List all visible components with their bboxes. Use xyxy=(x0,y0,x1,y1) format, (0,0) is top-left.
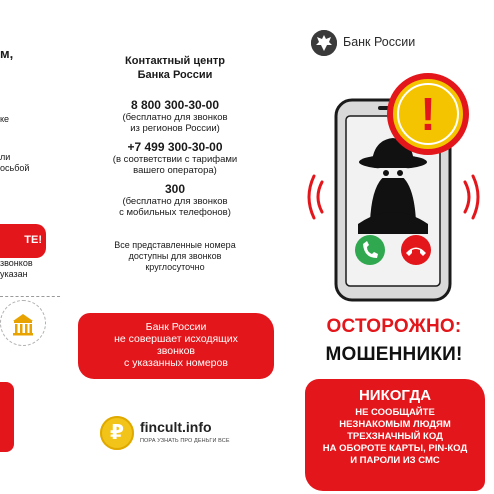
phone-number-3[interactable]: 300 xyxy=(164,182,186,196)
notice-line1: Банк России xyxy=(145,321,207,333)
fragment-text-6: указан xyxy=(0,269,28,279)
fragment-red-badge xyxy=(0,224,46,258)
fragment-text-2: ке xyxy=(0,114,10,124)
bank-building-icon xyxy=(0,300,46,346)
bank-name: Банк России xyxy=(343,35,416,49)
never-title: НИКОГДА xyxy=(358,387,432,404)
ruble-coin-icon: ₽ xyxy=(100,416,134,450)
never-line5: И ПАРОЛИ ИЗ СМС xyxy=(350,455,440,466)
never-line2: НЕЗНАКОМЫМ ЛЮДЯМ xyxy=(339,419,451,430)
availability-line3: круглосуточно xyxy=(145,262,205,272)
phone-1-note-line2: из регионов России) xyxy=(130,123,220,134)
contact-title-line2: Банка России xyxy=(137,69,213,81)
notice-line2: не совершает исходящих xyxy=(114,333,238,345)
no-outgoing-calls-notice xyxy=(78,313,274,379)
never-share-notice xyxy=(305,379,485,491)
fragment-text-4: осьбой xyxy=(0,163,30,173)
vibration-right-icon xyxy=(465,176,478,218)
phone-2-note-line2: вашего оператора) xyxy=(133,165,217,176)
fragment-red-block xyxy=(0,382,14,452)
exclamation-alert-icon xyxy=(386,72,470,156)
warning-title-line1: ОСТОРОЖНО: xyxy=(326,316,462,337)
availability-line1: Все представленные номера xyxy=(114,240,236,250)
eagle-icon xyxy=(311,30,337,56)
never-line4: НА ОБОРОТЕ КАРТЫ, PIN-КОД xyxy=(322,443,468,454)
fincult-tagline: ПОРА УЗНАТЬ ПРО ДЕНЬГИ ВСЕ xyxy=(140,438,230,444)
phone-2-note-line1: (в соответствии с тарифами xyxy=(112,154,238,165)
fragment-divider xyxy=(0,296,60,297)
notice-line4: с указанных номеров xyxy=(124,357,228,369)
fragment-text-3: ли xyxy=(0,152,11,162)
fincult-name[interactable]: fincult.info xyxy=(140,419,212,435)
phone-number-1[interactable]: 8 800 300-30-00 xyxy=(130,98,220,112)
accept-call-icon xyxy=(355,235,385,265)
fragment-red-badge-label: ТЕ! xyxy=(24,234,42,246)
decline-call-icon xyxy=(401,235,431,265)
availability-line2: доступны для звонков xyxy=(128,251,222,261)
never-line3: ТРЕХЗНАЧНЫЙ КОД xyxy=(347,431,443,442)
vibration-left-icon xyxy=(309,176,322,218)
fragment-text-1: м, xyxy=(0,46,14,61)
notice-line3: звонков xyxy=(156,345,196,357)
warning-title-line2: МОШЕННИКИ! xyxy=(325,344,463,365)
phone-number-2[interactable]: +7 499 300-30-00 xyxy=(127,140,223,154)
phone-1-note-line1: (бесплатно для звонков xyxy=(122,112,228,123)
never-line1: НЕ СООБЩАЙТЕ xyxy=(355,407,435,418)
phone-3-note-line1: (бесплатно для звонков xyxy=(122,196,228,207)
exclamation-mark: ! xyxy=(420,88,436,140)
contact-title-line1: Контактный центр xyxy=(125,55,225,67)
phone-3-note-line2: с мобильных телефонов) xyxy=(119,207,231,218)
never-text xyxy=(305,407,485,467)
fragment-text-5: звонков xyxy=(0,258,33,268)
